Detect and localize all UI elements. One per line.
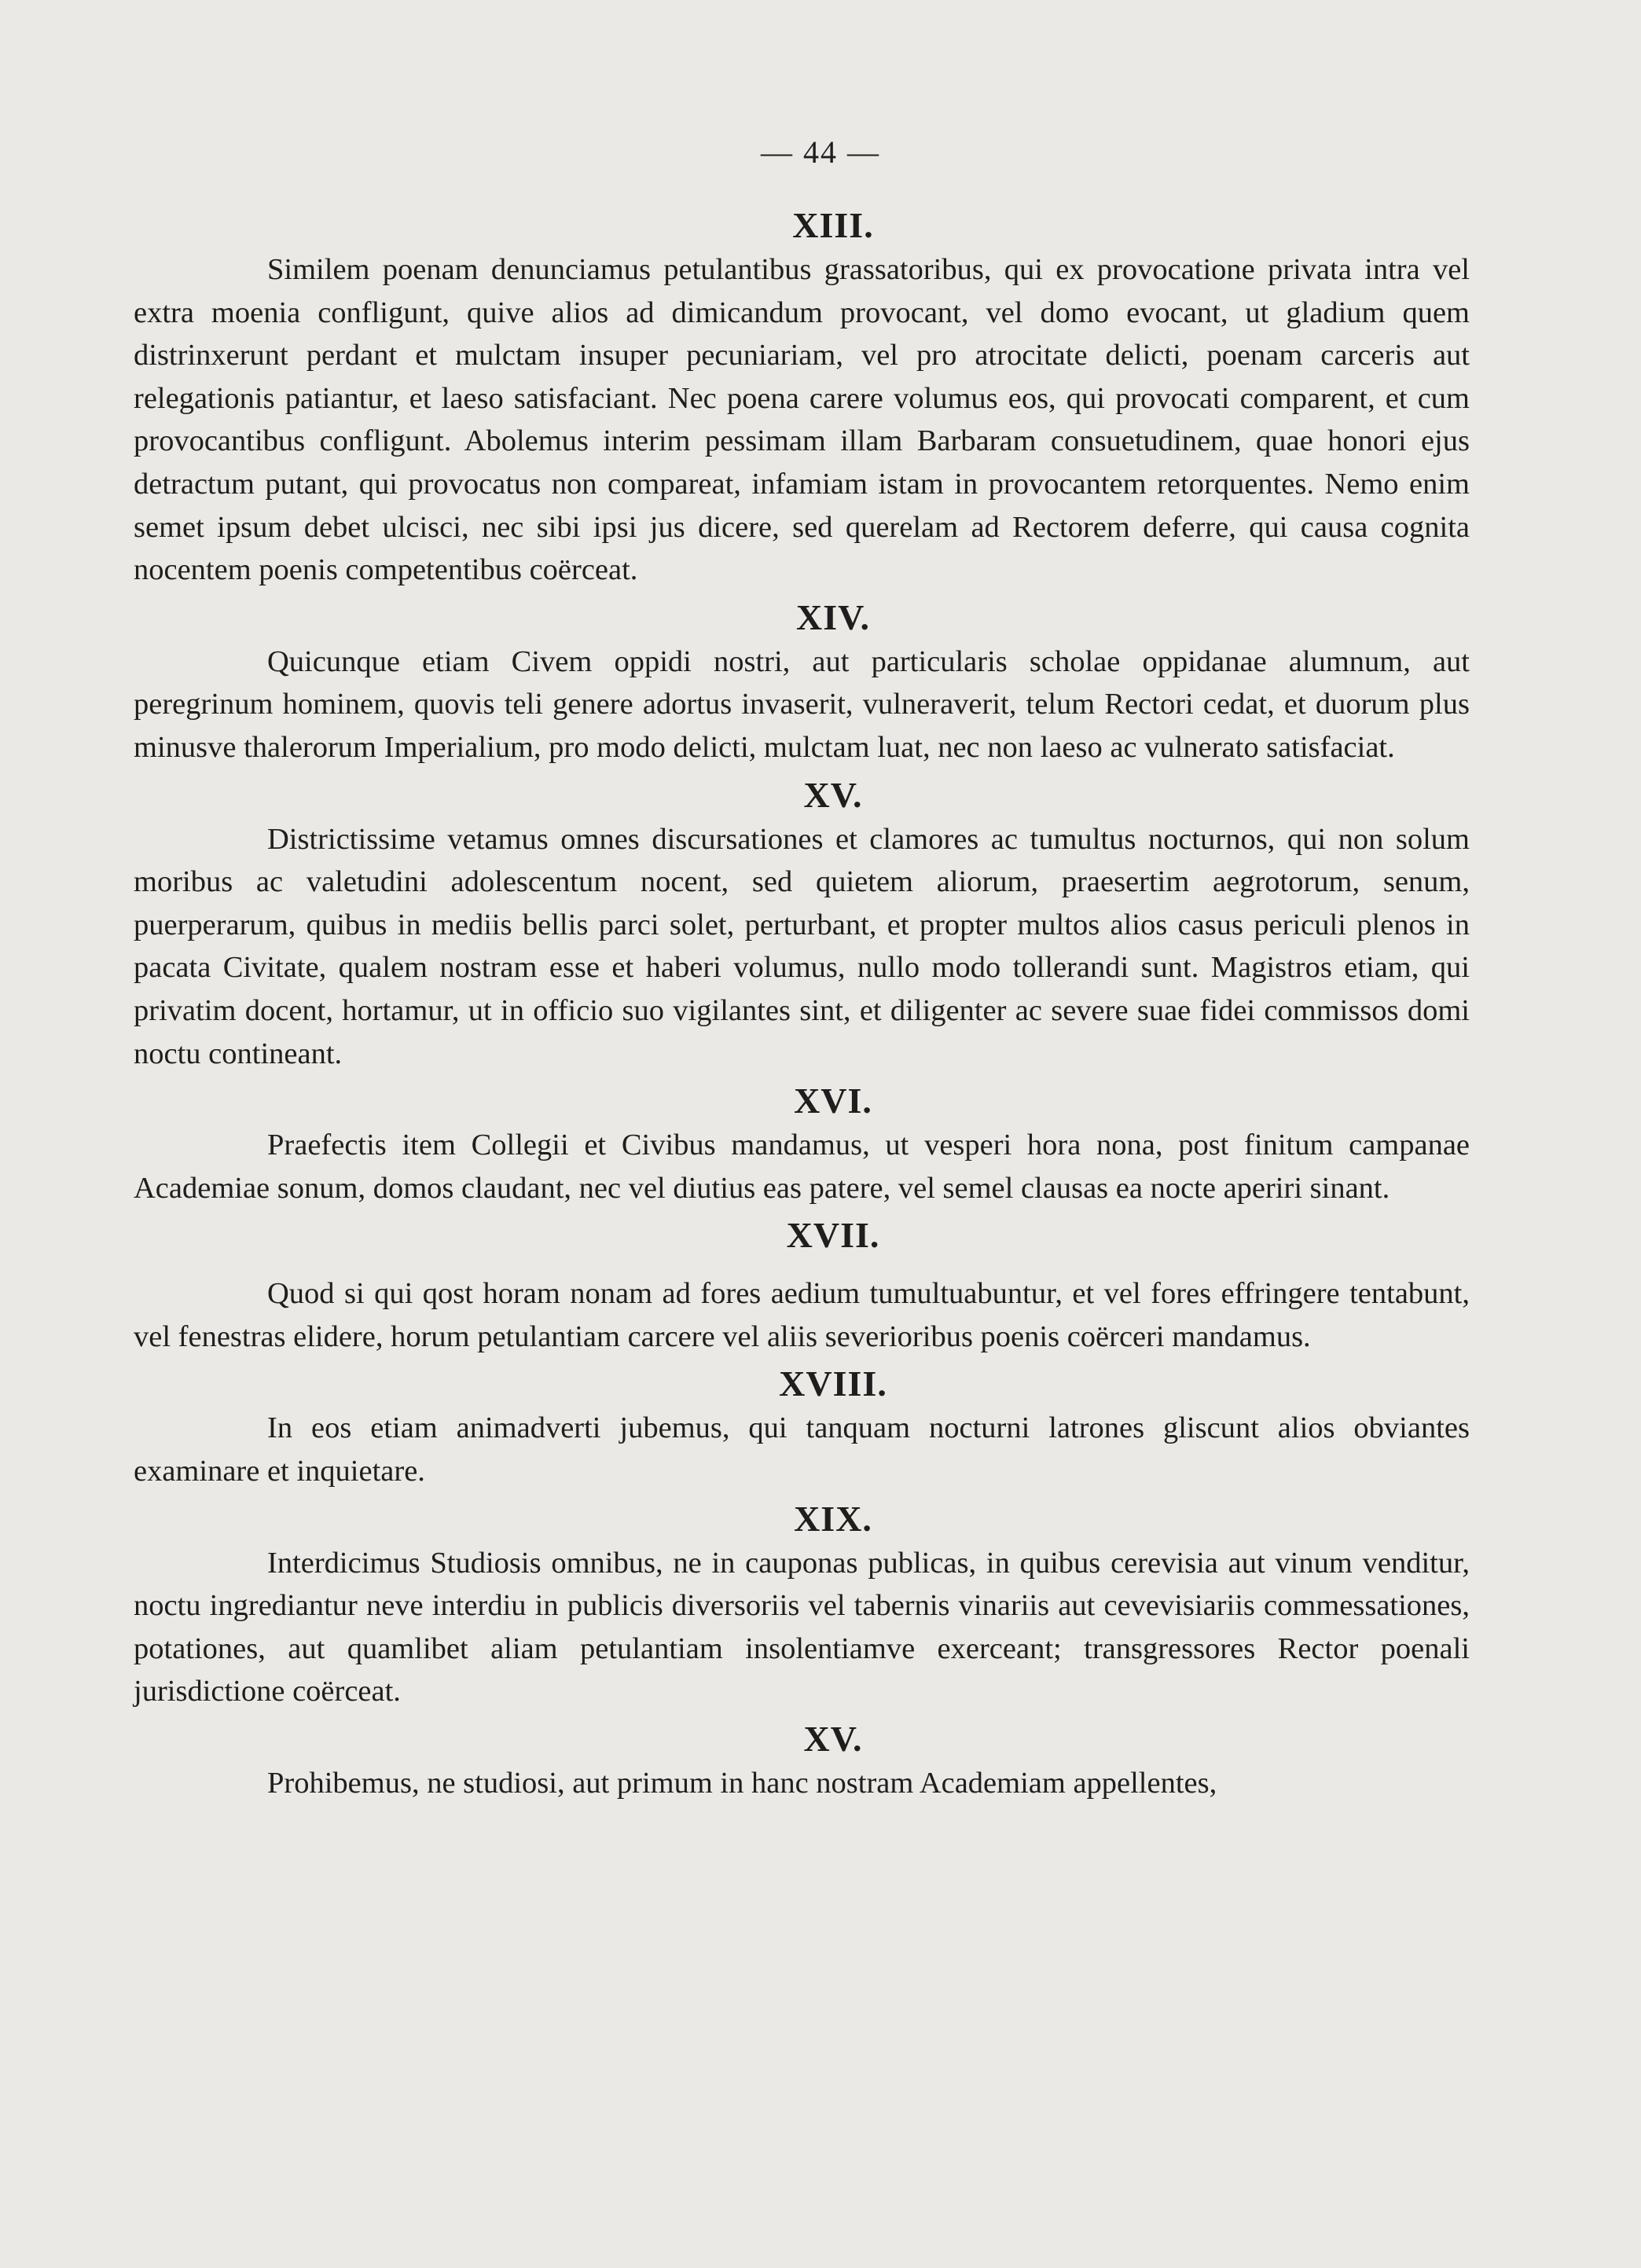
page-body bbox=[134, 195, 1470, 1805]
section-paragraph: Praefectis item Collegii et Civibus mandamus, ut vesperi hora nona, post finitum campanae Academiae sonum, domos claudant, nec vel diutius eas patere, vel semel clausas ea nocte aperiri sinant. bbox=[134, 1128, 1470, 1205]
section-xiv bbox=[134, 595, 1470, 769]
section-xiii bbox=[134, 203, 1470, 592]
section-xvi bbox=[134, 1078, 1470, 1209]
section-paragraph: Interdicimus Studiosis omnibus, ne in cauponas publicas, in quibus cerevisia aut vinum venditur, noctu ingrediantur neve interdiu in publicis diversoriis vel tabernis vinariis aut cevevisiariis commessationes, potationes, aut quamlibet aliam petulantiam insolentiamve exerceant; transgressores Rector poenali jurisdictione coërceat. bbox=[134, 1546, 1470, 1708]
section-heading: XIII. bbox=[792, 205, 874, 245]
section-xviii bbox=[134, 1361, 1470, 1492]
section-heading: XVII. bbox=[786, 1215, 880, 1256]
section-paragraph: Quicunque etiam Civem oppidi nostri, aut particularis scholae oppidanae alumnum, aut peregrinum hominem, quovis teli genere adortus invaserit, vulneraverit, telum Rectori cedat, et duorum plus minusve thalerorum Imperialium, pro modo delicti, mulctam luat, nec non laeso ac vulnerato satisfaciat. bbox=[134, 644, 1470, 764]
section-paragraph: Quod si qui qost horam nonam ad fores aedium tumultuabuntur, et vel fores effringere tentabunt, vel fenestras elidere, horum petulantiam carcere vel aliis severioribus poenis coërceri mandamus. bbox=[134, 1277, 1470, 1353]
section-xvii bbox=[134, 1213, 1470, 1358]
section-heading: XIX. bbox=[794, 1498, 872, 1539]
section-paragraph: In eos etiam animadverti jubemus, qui tanquam nocturni latrones gliscunt alios obviantes examinare et inquietare. bbox=[134, 1411, 1470, 1488]
section-paragraph: Districtissime vetamus omnes discursationes et clamores ac tumultus nocturnos, qui non solum moribus ac valetudini adolescentum nocent, sed quietem aliorum, praesertim aegrotorum, senum, puerperarum, quibus in mediis bellis parci solet, perturbant, et propter multos alios casus periculi plenos in pacata Civitate, qualem nostram esse et haberi volumus, nullo modo tollerandi sunt. Magistros etiam, qui privatim docent, hortamur, ut in officio suo vigilantes sint, et diligenter ac severe suae fidei commissos domi noctu contineant. bbox=[134, 822, 1470, 1070]
section-heading: XV. bbox=[803, 774, 863, 815]
section-paragraph: Similem poenam denunciamus petulantibus grassatoribus, qui ex provocatione privata intra vel extra moenia confligunt, quive alios ad dimicandum provocant, vel domo evocant, ut gladium quem distrinxerunt perdant et mulctam insuper pecuniariam, vel pro atrocitate delicti, poenam carceris aut relegationis patiantur, et laeso satisfaciant. Nec poena carere volumus eos, qui provocati comparent, et cum provocantibus confligunt. Abolemus interim pessimam illam Barbaram consuetudinem, quae honori ejus detractum putant, qui provocatus non compareat, infamiam istam in provocantem retorquentes. Nemo enim semet ipsum debet ulcisci, nec sibi ipsi jus dicere, sed querelam ad Rectorem deferre, qui causa cognita nocentem poenis competentibus coërceat. bbox=[134, 253, 1470, 587]
section-xv-continued bbox=[134, 1716, 1470, 1805]
section-heading: XVI. bbox=[794, 1081, 872, 1121]
section-heading: XV. bbox=[803, 1719, 863, 1760]
section-heading: XIV. bbox=[796, 596, 870, 637]
page-number: — 44 — bbox=[761, 134, 880, 170]
section-xix bbox=[134, 1496, 1470, 1713]
section-xv bbox=[134, 773, 1470, 1076]
section-heading: XVIII. bbox=[779, 1363, 887, 1404]
section-paragraph: Prohibemus, ne studiosi, aut primum in hanc nostram Academiam appellentes, bbox=[267, 1767, 1217, 1800]
